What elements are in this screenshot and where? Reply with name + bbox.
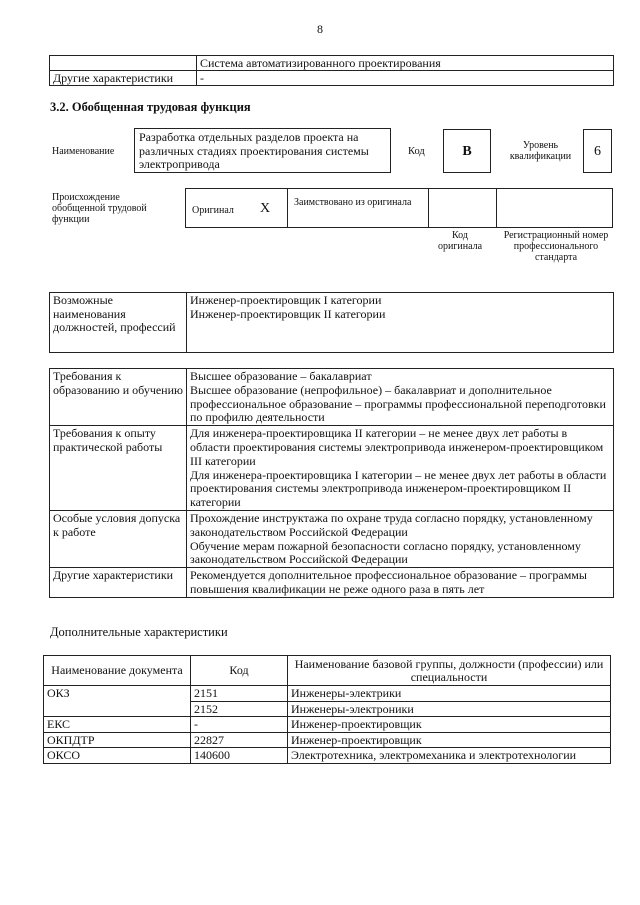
- req-line: Высшее образование – бакалавриат: [190, 369, 372, 383]
- req-line: Высшее образование (непрофильное) – бакалавриат и дополнительное профессиональное образование – программы профессиональной переподготовки по профилю деятельности: [190, 382, 606, 425]
- original-label: Оригинал: [192, 205, 234, 216]
- original-mark: X: [260, 201, 271, 216]
- origin-divider: [496, 188, 497, 228]
- section-title: 3.2. Обобщенная трудовая функция: [50, 100, 251, 114]
- req-other-value: [187, 568, 614, 598]
- table-row: [44, 717, 611, 733]
- req-line: Для инженера-проектировщика I категории – не менее двух лет работы в области проектирования системы электропривода инженером-проектировщиком II категории: [190, 467, 607, 510]
- table-row: [44, 732, 611, 748]
- function-name-value: Разработка отдельных разделов проекта на различных стадиях проектирования системы электропривода: [134, 128, 391, 173]
- req-experience-label: Требования к опыту практической работы: [50, 426, 187, 511]
- header-code: Код: [191, 656, 288, 686]
- cell-group: Инженер-проектировщик: [288, 717, 611, 733]
- req-education-label: Требования к образованию и обучению: [50, 369, 187, 426]
- header-doc: Наименование документа: [44, 656, 191, 686]
- origin-divider: [612, 188, 613, 228]
- req-other-label: Другие характеристики: [50, 568, 187, 598]
- page-number: 8: [317, 22, 323, 36]
- top-table-other-label: Другие характеристики: [50, 71, 197, 86]
- position-item: Инженер-проектировщик II категории: [190, 306, 386, 321]
- positions-table: [49, 292, 614, 353]
- req-conditions-value: [187, 510, 614, 567]
- position-item: Инженер-проектировщик I категории: [190, 293, 382, 307]
- borrowed-label: Заимствовано из оригинала: [294, 197, 412, 208]
- positions-values: [187, 293, 614, 353]
- origin-row: [185, 188, 613, 228]
- table-row: [44, 686, 611, 702]
- req-experience-value: [187, 426, 614, 511]
- origin-divider: [185, 188, 186, 228]
- top-table-empty-cell: [50, 56, 197, 71]
- qualification-level-value: 6: [583, 129, 612, 173]
- code-original-label: Код оригинала: [437, 230, 483, 252]
- header-group: Наименование базовой группы, должности (профессии) или специальности: [288, 656, 611, 686]
- top-table: [49, 55, 614, 86]
- cell-doc: ОКПДТР: [44, 732, 191, 748]
- origin-divider: [287, 188, 288, 228]
- cell-doc: ОКСО: [44, 748, 191, 764]
- qualification-level-label: Уровень квалификации: [509, 140, 572, 162]
- cell-group: Электротехника, электромеханика и электротехнологии: [288, 748, 611, 764]
- cell-code: 22827: [191, 732, 288, 748]
- cell-code: 2151: [191, 686, 288, 702]
- cell-doc: ЕКС: [44, 717, 191, 733]
- req-line: Обучение мерам пожарной безопасности согласно порядку, установленному законодательством Российской Федерации: [190, 538, 581, 567]
- origin-label: Происхождение обобщенной трудовой функции: [52, 192, 147, 225]
- top-table-cad-value: Система автоматизированного проектирования: [197, 56, 614, 71]
- cell-code: 140600: [191, 748, 288, 764]
- positions-label: Возможные наименования должностей, профессий: [50, 293, 187, 353]
- cell-code: 2152: [191, 701, 288, 717]
- cell-group: Инженеры-электроники: [288, 701, 611, 717]
- table-row: [44, 748, 611, 764]
- cell-group: Инженер-проектировщик: [288, 732, 611, 748]
- function-code-label: Код: [408, 146, 425, 157]
- req-education-value: [187, 369, 614, 426]
- function-name-label: Наименование: [52, 146, 115, 157]
- extra-title: Дополнительные характеристики: [50, 625, 228, 639]
- table-header-row: [44, 656, 611, 686]
- origin-divider: [428, 188, 429, 228]
- req-conditions-label: Особые условия допуска к работе: [50, 510, 187, 567]
- cell-doc: ОКЗ: [44, 686, 191, 717]
- req-line: Прохождение инструктажа по охране труда согласно порядку, установленному законодательством Российской Федерации: [190, 510, 593, 539]
- req-line: Рекомендуется дополнительное профессиональное образование – программы повышения квалификации не реже одного раза в пять лет: [190, 568, 587, 596]
- function-code-value: B: [443, 129, 491, 173]
- registration-number-label: Регистрационный номер профессионального стандарта: [503, 230, 609, 263]
- cell-code: -: [191, 717, 288, 733]
- extra-table: [43, 655, 611, 764]
- top-table-other-value: -: [197, 71, 614, 86]
- cell-group: Инженеры-электрики: [288, 686, 611, 702]
- requirements-table: [49, 368, 614, 598]
- req-line: Для инженера-проектировщика II категории – не менее двух лет работы в области проектирования системы электропривода инженером-проектировщиком III категории: [190, 426, 604, 468]
